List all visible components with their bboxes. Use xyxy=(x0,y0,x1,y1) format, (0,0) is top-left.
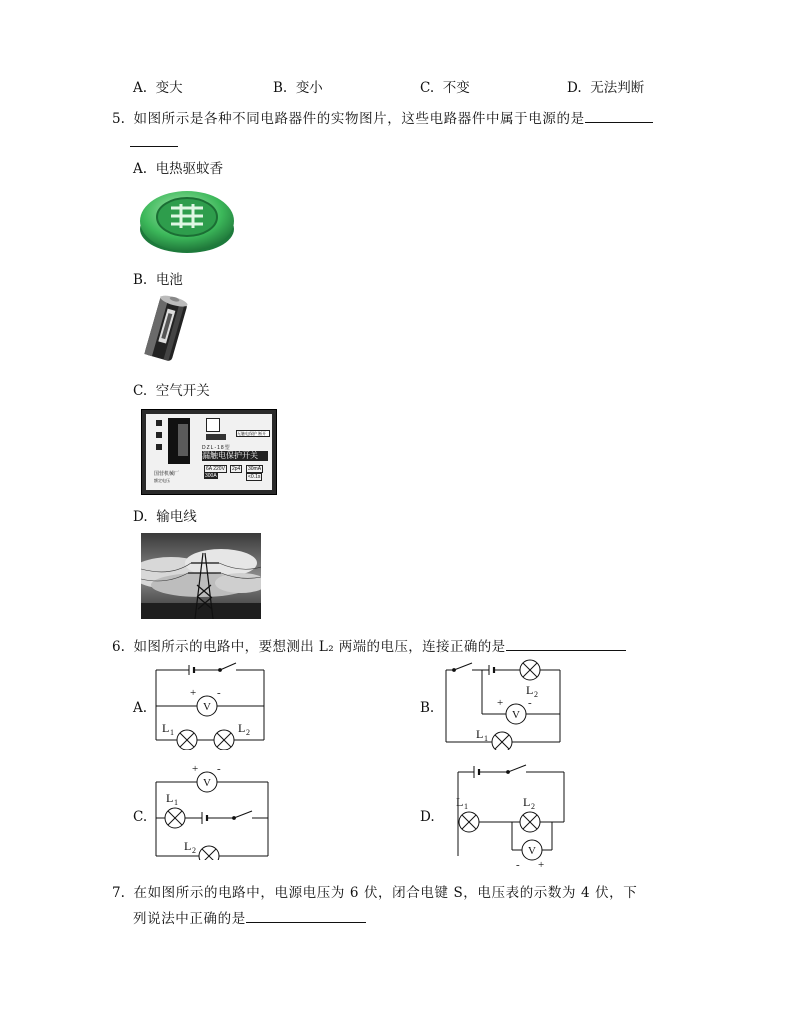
svg-text:2: 2 xyxy=(531,802,535,811)
svg-text:2: 2 xyxy=(192,846,196,855)
svg-text:+: + xyxy=(538,859,545,871)
svg-text:1: 1 xyxy=(464,802,468,811)
circuit-b xyxy=(440,658,568,750)
circuit-a xyxy=(150,658,270,750)
svg-text:1: 1 xyxy=(170,728,174,737)
battery-photo xyxy=(138,295,194,363)
svg-text:1: 1 xyxy=(484,734,488,743)
q5-option-b: B. 电池 xyxy=(133,272,183,288)
svg-text:+: + xyxy=(190,687,197,699)
svg-text:L: L xyxy=(162,721,170,735)
svg-text:L: L xyxy=(166,791,174,805)
svg-text:L: L xyxy=(476,727,484,741)
q4-option-c: C. 不变 xyxy=(420,80,470,96)
q4-option-b: B. 变小 xyxy=(273,80,323,96)
q5-option-c: C. 空气开关 xyxy=(133,383,210,399)
svg-text:L: L xyxy=(238,721,246,735)
svg-text:V: V xyxy=(528,845,536,857)
q6-option-b-label: B. xyxy=(420,700,435,716)
svg-text:-: - xyxy=(217,763,221,775)
svg-text:1: 1 xyxy=(174,798,178,807)
q5-option-a: A. 电热驱蚊香 xyxy=(133,161,224,177)
svg-text:L: L xyxy=(526,683,534,697)
q6-option-c-label: C. xyxy=(133,809,148,825)
q5-stem: 5. 如图所示是各种不同电路器件的实物图片，这些电路器件中属于电源的是 xyxy=(112,107,653,127)
q4-option-a: A. 变大 xyxy=(133,80,183,96)
svg-text:L: L xyxy=(456,795,464,809)
svg-text:L: L xyxy=(184,839,192,853)
q5-answer-blank-cont[interactable] xyxy=(130,132,178,147)
svg-text:2: 2 xyxy=(534,690,538,699)
svg-text:+: + xyxy=(497,697,504,709)
q5-answer-blank[interactable] xyxy=(585,108,653,123)
q6-option-a-label: A. xyxy=(133,700,148,716)
mosquito-repellent-photo xyxy=(138,185,236,255)
voltmeter-symbol: V xyxy=(203,701,211,713)
svg-text:L: L xyxy=(523,795,531,809)
air-switch-photo: 无触电保护 断开 DZL-18型 漏触电保护开关 6A 220V 2p4 30mA 300A <0.1s 国营机械厂 额定电压 xyxy=(141,409,277,495)
q4-options xyxy=(0,76,794,96)
svg-text:V: V xyxy=(512,709,520,721)
svg-text:2: 2 xyxy=(246,728,250,737)
q7-answer-blank[interactable] xyxy=(246,908,366,923)
svg-text:-: - xyxy=(217,687,221,699)
svg-text:+: + xyxy=(192,763,199,775)
svg-text:-: - xyxy=(516,859,520,871)
svg-text:-: - xyxy=(528,697,532,709)
circuit-c xyxy=(150,760,274,860)
q7-stem-line2: 列说法中正确的是 xyxy=(133,907,366,927)
q5-option-d: D. 输电线 xyxy=(133,509,197,525)
svg-text:V: V xyxy=(203,777,211,789)
q6-answer-blank[interactable] xyxy=(506,636,626,651)
power-line-photo xyxy=(141,533,261,619)
q4-option-d: D. 无法判断 xyxy=(567,80,645,96)
q7-stem-line1: 7. 在如图所示的电路中，电源电压为 6 伏，闭合电键 S，电压表的示数为 4 伏，下 xyxy=(112,885,638,901)
q6-option-d-label: D. xyxy=(420,809,435,825)
q6-stem: 6. 如图所示的电路中，要想测出 L₂ 两端的电压，连接正确的是 xyxy=(112,635,626,655)
circuit-d xyxy=(450,762,574,872)
